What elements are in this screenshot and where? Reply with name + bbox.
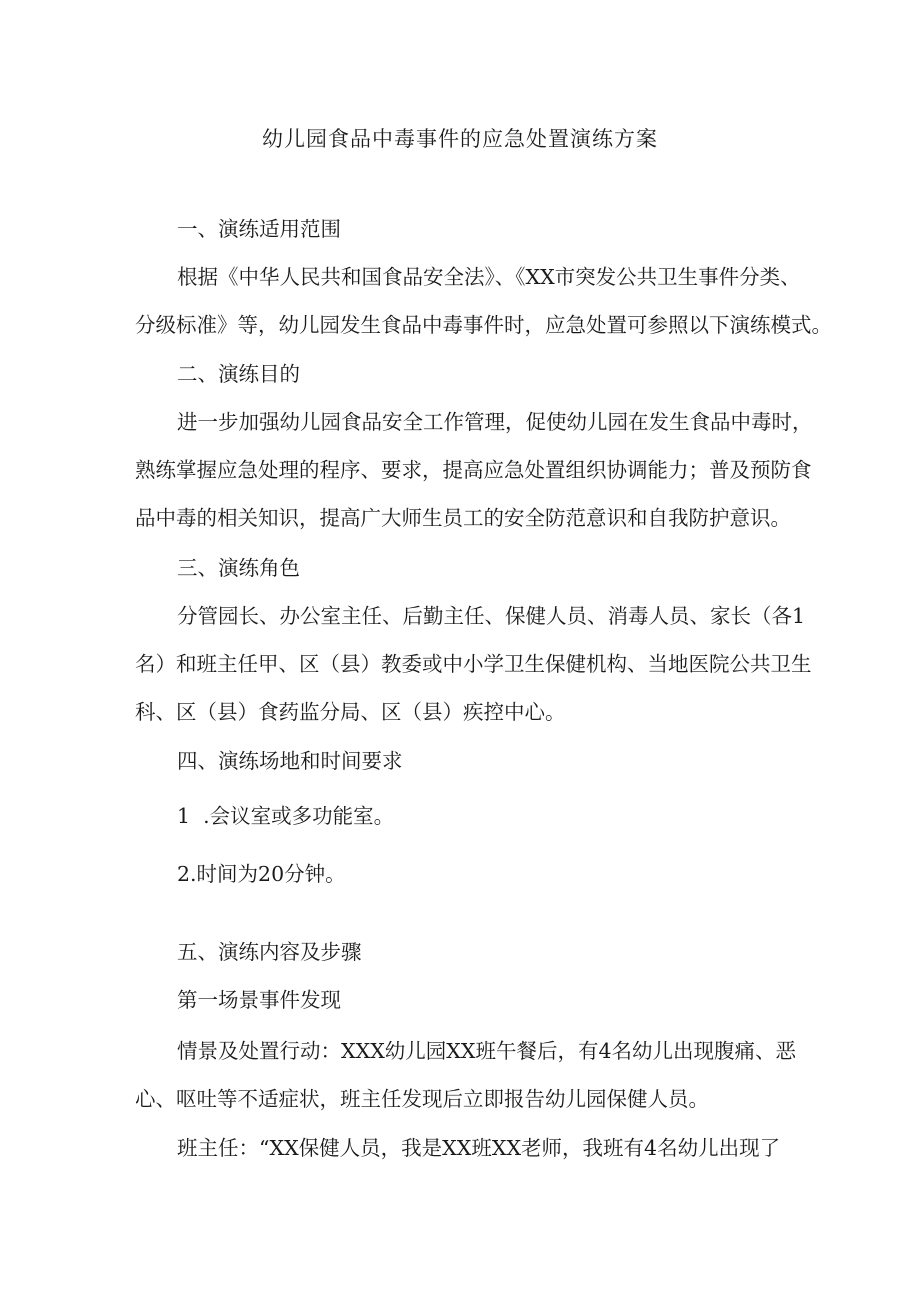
- list-item: 2.时间为20分钟。: [177, 862, 346, 886]
- section-heading-roles: 三、演练角色: [177, 556, 300, 580]
- section-heading-venue: 四、演练场地和时间要求: [177, 749, 403, 773]
- document-title: 幼儿园食品中毒事件的应急处置演练方案: [262, 127, 658, 151]
- paragraph-line: 品中毒的相关知识，提高广大师生员工的安全防范意识和自我防护意识。: [135, 506, 791, 530]
- paragraph-line: 熟练掌握应急处理的程序、要求，提高应急处置组织协调能力；普及预防食: [135, 458, 812, 482]
- sub-heading-scene-one: 第一场景事件发现: [177, 988, 341, 1012]
- paragraph-line: 班主任：“XX保健人员，我是XX班XX老师，我班有4名幼儿出现了: [177, 1136, 781, 1160]
- paragraph-line: 根据《中华人民共和国食品安全法》、《XX市突发公共卫生事件分类、: [177, 265, 801, 289]
- paragraph-line: 情景及处置行动：XXX幼儿园XX班午餐后，有4名幼儿出现腹痛、恶: [177, 1039, 797, 1063]
- paragraph-line: 进一步加强幼儿园食品安全工作管理，促使幼儿园在发生食品中毒时，: [177, 410, 813, 434]
- paragraph-line: 分管园长、办公室主任、后勤主任、保健人员、消毒人员、家长（各1: [177, 604, 806, 628]
- paragraph-line: 科、区（县）食药监分局、区（县）疾控中心。: [135, 700, 566, 724]
- paragraph-line: 分级标准》等，幼儿园发生食品中毒事件时，应急处置可参照以下演练模式。: [135, 313, 832, 337]
- section-heading-steps: 五、演练内容及步骤: [177, 940, 362, 964]
- section-heading-scope: 一、演练适用范围: [177, 217, 341, 241]
- list-item: 1 .会议室或多功能室。: [177, 804, 395, 828]
- paragraph-line: 名）和班主任甲、区（县）教委或中小学卫生保健机构、当地医院公共卫生: [135, 652, 812, 676]
- paragraph-line: 心、呕吐等不适症状，班主任发现后立即报告幼儿园保健人员。: [135, 1087, 709, 1111]
- section-heading-purpose: 二、演练目的: [177, 362, 300, 386]
